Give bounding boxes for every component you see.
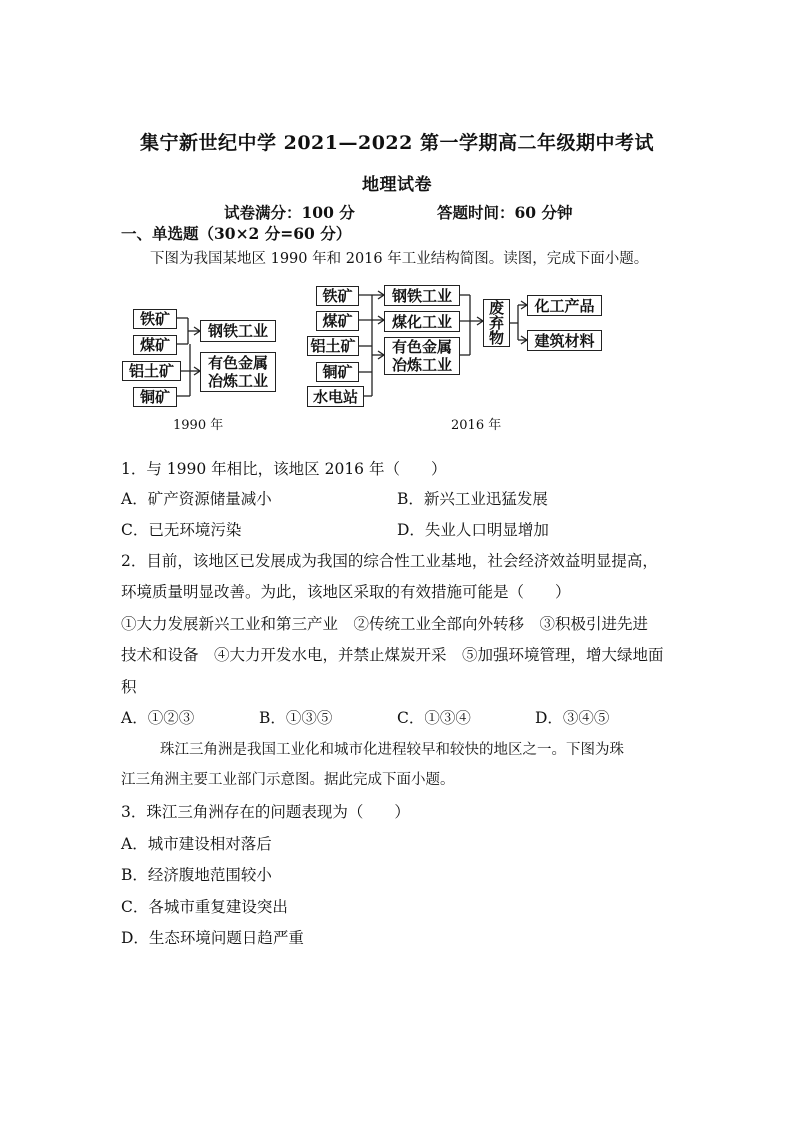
src-2016-hydro: 水电站 [307,386,364,407]
q2-option-c: C．①③④ [397,709,471,727]
caption-1990: 1990 年 [173,418,224,433]
q2-option-b: B．①③⑤ [259,709,333,727]
q2-items-line3: 积 [121,678,137,696]
src-1990-copper: 铜矿 [133,387,177,407]
intro2-line2: 江三角洲主要工业部门示意图。据此完成下面小题。 [121,772,455,788]
q3-option-c: C．各城市重复建设突出 [121,898,288,916]
q1-option-b: B．新兴工业迅猛发展 [397,490,548,508]
intro2-line1: 珠江三角洲是我国工业化和城市化进程较早和较快的地区之一。下图为珠 [160,742,624,758]
src-2016-bauxite: 铝土矿 [307,336,359,356]
ind-1990-nonferrous: 有色金属冶炼工业 [200,352,276,392]
src-2016-copper: 铜矿 [316,362,359,382]
exam-title: 集宁新世纪中学 2021—2022 第一学期高二年级期中考试 [140,132,654,154]
ind-2016-coalchem: 煤化工业 [384,311,460,332]
src-2016-coal: 煤矿 [316,311,359,331]
ind-1990-steel: 钢铁工业 [200,320,276,342]
q2-items-line2: 技术和设备 ④大力开发水电，并禁止煤炭开采 ⑤加强环境管理，增大绿地面 [121,646,664,664]
q1-option-c: C．已无环境污染 [121,521,242,539]
q3-stem: 3．珠江三角洲存在的问题表现为（ ） [121,803,410,821]
q1-option-a: A．矿产资源储量减小 [121,490,272,508]
q3-option-a: A．城市建设相对落后 [121,835,272,853]
question-intro: 下图为我国某地区 1990 年和 2016 年工业结构简图。读图，完成下面小题。 [150,251,649,267]
caption-2016: 2016 年 [451,418,502,433]
q1-option-d: D．失业人口明显增加 [397,521,549,539]
q1-stem: 1．与 1990 年相比，该地区 2016 年（ ） [121,460,447,478]
section-heading: 一、单选题（30×2 分=60 分） [121,224,352,243]
ind-2016-nonferrous: 有色金属冶炼工业 [384,337,460,375]
q3-option-d: D．生态环境问题日趋严重 [121,929,304,947]
q2-items-line1: ①大力发展新兴工业和第三产业 ②传统工业全部向外转移 ③积极引进先进 [121,615,649,633]
ind-2016-steel: 钢铁工业 [384,285,460,306]
product-building: 建筑材料 [527,330,602,351]
time-info: 答题时间：60 分钟 [437,203,573,222]
q2-stem-line2: 环境质量明显改善。为此，该地区采取的有效措施可能是（ ） [121,583,571,601]
q2-option-a: A．①②③ [121,709,195,727]
waste-box: 废弃物 [483,299,510,347]
src-1990-bauxite: 铝土矿 [122,361,181,381]
product-chemicals: 化工产品 [527,295,602,316]
subject-title: 地理试卷 [362,175,432,195]
score-info: 试卷满分：100 分 [224,203,355,222]
q2-stem-line1: 2．目前，该地区已发展成为我国的综合性工业基地，社会经济效益明显提高， [121,552,658,570]
src-2016-iron: 铁矿 [316,286,359,306]
src-1990-coal: 煤矿 [133,335,177,355]
q2-option-d: D．③④⑤ [535,709,610,727]
q3-option-b: B．经济腹地范围较小 [121,866,272,884]
src-1990-iron: 铁矿 [133,309,177,329]
